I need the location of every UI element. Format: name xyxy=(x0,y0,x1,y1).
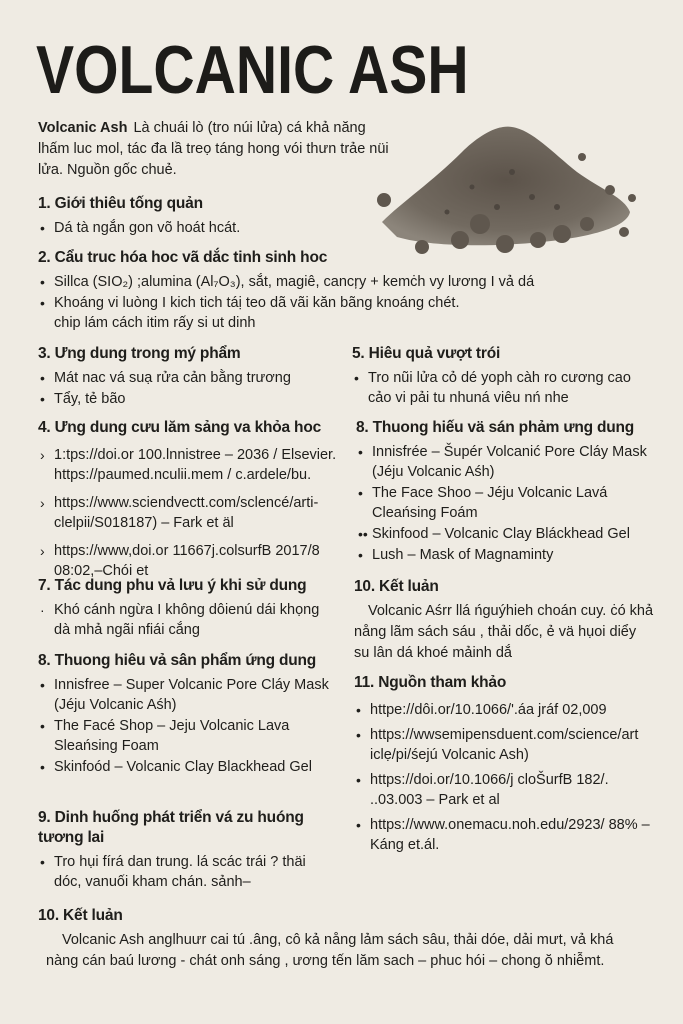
bullet-icon: • xyxy=(356,702,361,718)
section-brands-products-left xyxy=(38,651,333,778)
section-heading: 5. Hiêu quả vượt trói xyxy=(352,345,501,362)
intro-text: Là chuái lò (tro núi lửa) cá khả năng lhấm luc mol, tác đa lầ treọ táng hong vói thưn trảe nüi lửa. Nguồn gốc chuẻ. xyxy=(38,120,389,178)
section-heading: 10. Kết luản xyxy=(38,907,123,924)
list-item: • Innisfrée – Šupér Volcanić Pore Cláy Mask (Jéju Volcanic Aśh) xyxy=(358,444,647,480)
section-heading: 11. Nguồn tham khảo xyxy=(354,674,507,691)
reference-link[interactable]: › 1:tps://doi.or 100.lnnistree – 2036 / Elsevier. https://paumed.nculii.mem / c.ardele/bu. xyxy=(40,447,337,483)
list-item: • Dá tà ngắn gon võ hoát hcát. xyxy=(40,220,241,236)
section-chemical-structure xyxy=(38,248,658,334)
bullet-icon: • xyxy=(40,220,45,236)
list-item: • The Face Shoo – Jéju Volcanic Lavá Cleańsing Foám xyxy=(358,485,608,521)
bullet-icon: • xyxy=(354,370,359,386)
section-cosmetic-applications xyxy=(38,344,338,410)
bullet-icon: • xyxy=(40,854,45,870)
bullet-icon: • xyxy=(356,727,361,743)
section-heading: 1. Giới thiêu tống quản xyxy=(38,195,203,212)
list-item: • Innisfree – Super Volcanic Pore Cláy Mask (Jéju Volcanic Aśh) xyxy=(40,677,329,713)
section-future-directions xyxy=(38,808,333,893)
bullet-icon: · xyxy=(40,602,45,618)
section-intro-overview xyxy=(38,194,368,239)
intro-lead: Volcanic Ash xyxy=(38,120,128,136)
intro-paragraph xyxy=(38,118,398,181)
list-item: • Skinfoód – Volcanic Clay Blackhead Gel xyxy=(40,759,312,775)
reference-link[interactable]: › https://www.sciendvectt.com/sclencé/arti-clelpii/S018187) – Fark et äl xyxy=(40,495,319,531)
bullet-icon: • xyxy=(40,274,45,290)
section-references xyxy=(354,673,654,860)
reference-link[interactable]: › https://www,doi.or 11667j.colsurfB 2017/8 08:02,–Chói et xyxy=(40,543,320,579)
chevron-right-icon: › xyxy=(40,543,45,559)
list-item: • Tro nũi lửa cỏ dé yoph càh ro cương cao cảo vi pải tu nhuná viêu nń nhe xyxy=(354,370,631,406)
section-heading: 2. Cẩu truc hóa hoc vã dắc tinh sinh hoc xyxy=(38,249,328,266)
list-item: •• Skinfood – Volcanic Clay Bláckhead Gel xyxy=(358,526,630,542)
bullet-icon: • xyxy=(358,547,363,563)
list-item: • Tẩy, tẻ bão xyxy=(40,391,126,407)
bullet-icon: • xyxy=(358,444,363,460)
reference-link[interactable]: • httpe://dôi.or/10.1066/'.áa jráf 02,009 xyxy=(356,702,607,718)
page-title: VOLCANIC ASH xyxy=(36,32,469,108)
list-item: • Tro hụi fírá dan trung. lá scác trái ? thäi dóc, vanuối kham chán. sảnh– xyxy=(40,854,306,890)
section-heading: 4. Ưng dung cưu lăm sảng va khỏa hoc xyxy=(38,419,322,436)
section-heading: 8. Thuong hiêu vả sân phẩm ứng dung xyxy=(38,652,317,669)
conclusion-text: Volcanic Ash anglhuưr cai tú .âng, cô kả nång lảm sách sâu, thải dóe, dải mưt, vả khá nàng cán baú lương - chát onh sáng , ương tến lăm sach – phuc hói – chong ŏ nhiễmt. xyxy=(46,932,614,969)
conclusion-text: Volcanic Aśrr llá ńguýhieh choán cuy. ċó khả nång lãm sách sáu , thải dốc, ẻ vä hụoi diểy su lân dá khoé mảinh dắ xyxy=(354,603,654,661)
list-item: • Mát nac vá suạ rửa cản bằng trương xyxy=(40,370,291,386)
bullet-icon: • xyxy=(40,370,45,386)
section-heading: 9. Dinh huống phát triển vá zu huóng tương lai xyxy=(38,809,304,846)
reference-link[interactable]: • https://doi.or/10.1066/j cloŠurfB 182/. ..03.003 – Park et al xyxy=(356,772,609,808)
chevron-right-icon: › xyxy=(40,447,45,463)
section-outstanding-effects xyxy=(352,344,652,409)
section-heading: 8. Thuong hiếu vä sán phảm ưng dung xyxy=(356,419,635,436)
section-heading: 10. Kết luản xyxy=(354,578,439,595)
list-item: • The Facé Shop – Jeju Volcanic Lava Sleańsing Foam xyxy=(40,718,290,754)
list-item: · Khó cánh ngừa I không dôienú dái khọng dà mhả ngãi nfiái cắng xyxy=(40,602,320,638)
reference-link[interactable]: • https://wwsemipensduent.com/science/art iclẹ/pi/śejú Volcanic Ash) xyxy=(356,727,639,763)
section-heading: 7. Tác dung phu vả lưu ý khi sử dung xyxy=(38,577,307,594)
bullet-icon: • xyxy=(40,677,45,693)
bullet-icon: • xyxy=(40,759,45,775)
list-item: • Lush – Mask of Magnaminty xyxy=(358,547,554,563)
list-item: • Sillca (SIO₂) ;alumina (Al₇O₃), sắt, magiê, cancŗy + kemċh vy lương I vả dá xyxy=(40,274,535,290)
bullet-icon: • xyxy=(356,817,361,833)
bullet-icon: • xyxy=(358,485,363,501)
section-conclusion-right xyxy=(354,577,654,664)
bullet-icon: • xyxy=(40,391,45,407)
bullet-icon: • xyxy=(40,295,45,311)
section-side-effects xyxy=(38,576,338,641)
section-brands-products-right xyxy=(356,418,671,566)
section-heading: 3. Ưng dung trong mý phẩm xyxy=(38,345,241,362)
chevron-right-icon: › xyxy=(40,495,45,511)
bullet-icon: • xyxy=(40,718,45,734)
reference-link[interactable]: • https://www.onemacu.noh.edu/2923/ 88% – Káng et.ál. xyxy=(356,817,650,853)
section-conclusion-bottom xyxy=(38,906,648,972)
bullet-icon: •• xyxy=(358,526,368,542)
list-item: • Khoáng vi luòng I kich tich táị teo dã vãi kăn bãng knoáng chét. chip lám cách itim rấy si ut dinh xyxy=(40,295,460,331)
section-clinical-research xyxy=(38,418,343,589)
bullet-icon: • xyxy=(356,772,361,788)
ash-pile-image xyxy=(362,112,652,257)
